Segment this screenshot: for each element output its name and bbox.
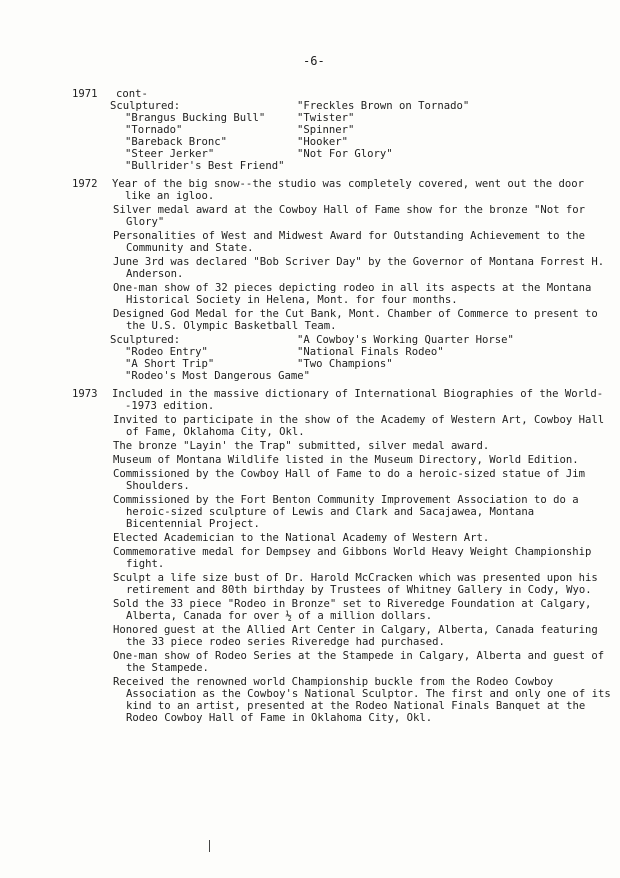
sculpture-title: "Bullrider's Best Friend" [125,160,285,172]
year-block-1971 [0,88,620,172]
sculpture-title: "Hooker" [297,136,349,148]
chronology-entry: Personalities of West and Midwest Award for Outstanding Achievement to the Community and State. [113,230,585,254]
chronology-entry: Included in the massive dictionary of International Biographies of the World--1973 edition. [112,388,604,412]
chronology [0,88,620,730]
sculptured-list [0,334,620,382]
sculpture-title: "Tornado" [125,124,183,136]
sculpture-title: "National Finals Rodeo" [297,346,444,358]
sculpture-title: "A Short Trip" [125,358,215,370]
sculpture-title: "Not For Glory" [297,148,393,160]
sculpture-title: "Freckles Brown on Tornado" [297,100,470,112]
sculpture-row [0,100,620,112]
sculpture-title: "Rodeo Entry" [125,346,208,358]
sculpture-title: "Bareback Bronc" [125,136,228,148]
year-block-1973 [0,388,620,724]
year-label: 1972 [72,178,98,190]
sculpture-row [0,136,620,148]
chronology-entry: Commissioned by the Fort Benton Community Improvement Association to do a heroic-sized sculpture of Lewis and Clark and Sacajawea, Montana Bicentennial Project. [113,494,579,530]
chronology-entry: Received the renowned world Championship buckle from the Rodeo Cowboy Association as the Cowboy's National Sculptor. The first and only one of its kind to an artist, presented at the Rodeo National Finals Banquet at the Rodeo Cowboy Hall of Fame in Oklahoma City, Okl. [113,676,611,724]
year-block-1972 [0,178,620,382]
sculptured-list [0,100,620,172]
sculpture-title: "Steer Jerker" [125,148,215,160]
sculpture-row [0,358,620,370]
chronology-entry: One-man show of Rodeo Series at the Stampede in Calgary, Alberta and guest of the Stampede. [113,650,605,674]
chronology-entry: Silver medal award at the Cowboy Hall of Fame show for the bronze "Not for Glory" [113,204,585,228]
chronology-entry: Year of the big snow--the studio was completely covered, went out the door like an igloo. [112,178,584,202]
year-label: 1971 [72,88,98,100]
year-label: 1973 [72,388,98,400]
chronology-entry: Commissioned by the Cowboy Hall of Fame to do a heroic-sized statue of Jim Shoulders. [113,468,585,492]
chronology-entry: Invited to participate in the show of the Academy of Western Art, Cowboy Hall of Fame, Oklahoma City, Okl. [113,414,605,438]
sculpture-title: "Twister" [297,112,355,124]
sculpture-title: "A Cowboy's Working Quarter Horse" [297,334,514,346]
sculpture-title: "Two Champions" [297,358,393,370]
sculpture-row [0,148,620,160]
chronology-entry: Commemorative medal for Dempsey and Gibbons World Heavy Weight Championship fight. [113,546,592,570]
chronology-entry: One-man show of 32 pieces depicting rodeo in all its aspects at the Montana Historical Society in Helena, Mont. for four months. [113,282,592,306]
sculptured-label: Sculptured: [110,100,181,112]
continued-label: cont- [116,88,148,100]
sculpture-row [0,112,620,124]
chronology-entry: Museum of Montana Wildlife listed in the Museum Directory, World Edition. [113,454,579,466]
sculptured-label: Sculptured: [110,334,181,346]
chronology-entry: Sold the 33 piece "Rodeo in Bronze" set to Riveredge Foundation at Calgary, Alberta, Canada for over ½ of a million dollars. [113,598,592,622]
chronology-entry: Designed God Medal for the Cut Bank, Mont. Chamber of Commerce to present to the U.S. Olympic Basketball Team. [113,308,598,332]
chronology-entry: June 3rd was declared "Bob Scriver Day" by the Governor of Montana Forrest H. Anderson. [113,256,605,280]
chronology-entry: Honored guest at the Allied Art Center in Calgary, Alberta, Canada featuring the 33 piece rodeo series Riveredge had purchased. [113,624,598,648]
sculpture-title: "Rodeo's Most Dangerous Game" [125,370,310,382]
sculpture-title: "Brangus Bucking Bull" [125,112,266,124]
sculpture-row [0,370,620,382]
chronology-entry: Sculpt a life size bust of Dr. Harold McCracken which was presented upon his retirement and 80th birthday by Trustees of Whitney Gallery in Cody, Wyo. [113,572,598,596]
sculpture-row [0,346,620,358]
page-edge-mark [209,840,210,852]
sculpture-row [0,160,620,172]
page-number: -6- [303,54,325,68]
chronology-entry: Elected Academician to the National Academy of Western Art. [113,532,490,544]
sculpture-row [0,124,620,136]
sculpture-row [0,334,620,346]
chronology-entry: The bronze "Layin' the Trap" submitted, silver medal award. [113,440,490,452]
sculpture-title: "Spinner" [297,124,355,136]
